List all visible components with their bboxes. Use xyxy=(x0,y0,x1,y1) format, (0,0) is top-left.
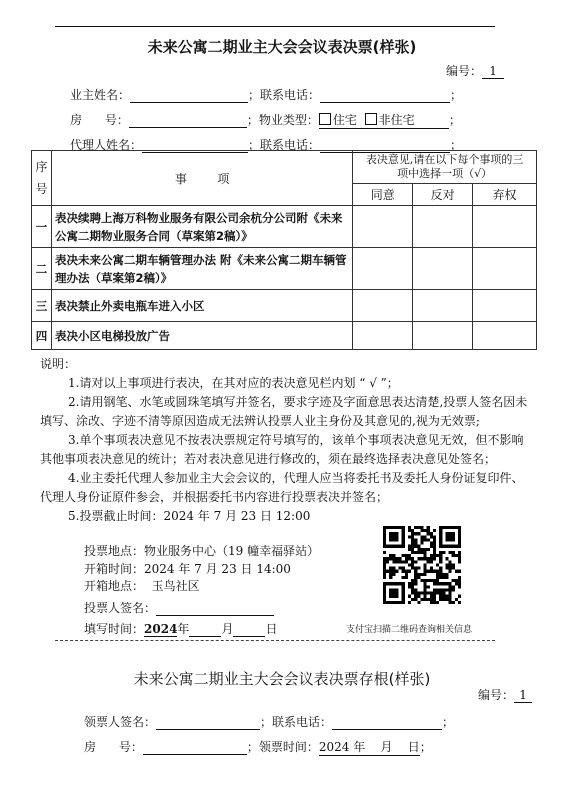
agree-cell[interactable] xyxy=(353,206,413,248)
ballot-title: 未来公寓二期业主大会会议表决票(样张) xyxy=(147,38,417,56)
room-row: 房 号： ；物业类型： 住宅 非住宅 ； xyxy=(70,113,461,127)
col-item-header: 事 项 xyxy=(51,151,352,206)
room-field[interactable] xyxy=(129,113,247,128)
stub-number: 编号： 1 xyxy=(478,686,532,703)
owner-phone-field[interactable] xyxy=(320,88,450,103)
row-no: 二 xyxy=(32,248,52,290)
open-time: 开箱时间：2024 年 7 月 23 日 14:00 xyxy=(84,562,291,576)
stub-title: 未来公寓二期业主大会会议表决票存根(样张) xyxy=(133,670,431,688)
row-no: 四 xyxy=(32,322,52,350)
abstain-header: 弃权 xyxy=(473,184,537,206)
note-1: 1.请对以上事项进行表决，在其对应的表决意见栏内划 “ √ ”； xyxy=(68,376,399,390)
row-no: 三 xyxy=(32,290,52,322)
stub-room-field[interactable] xyxy=(143,740,247,755)
month-field[interactable] xyxy=(189,622,221,637)
owner-name-field[interactable] xyxy=(130,88,248,103)
stub-receiver-row: 领票人签名： ；联系电话： ； xyxy=(84,715,455,729)
note-3: 3.单个事项表决意见不按表决票规定符号填写的，该单个事项表决意见无效，但不影响其他事项表决意见的统计；若对表决意见进行修改的，须在最终选择表决意见处签名； xyxy=(40,433,524,466)
top-rule xyxy=(55,26,495,27)
receiver-field[interactable] xyxy=(156,715,260,730)
notes-heading: 说明： xyxy=(40,357,77,371)
row-item: 表决禁止外卖电瓶车进入小区 xyxy=(51,290,352,322)
day-field[interactable] xyxy=(233,622,265,637)
oppose-cell[interactable] xyxy=(413,206,473,248)
open-location: 开箱地点： 玉鸟社区 xyxy=(84,579,200,593)
col-no-header: 序 号 xyxy=(32,151,52,206)
owner-name-row: 业主姓名： ；联系电话： ； xyxy=(70,88,463,102)
residential-checkbox[interactable] xyxy=(319,113,331,125)
note-5: 5.投票截止时间：2024 年 7 月 23 日 12:00 xyxy=(68,509,311,523)
row-no: 一 xyxy=(32,206,52,248)
note-4: 4.业主委托代理人参加业主大会会议的，代理人应当将委托书及委托人身份证复印件、代理人身份证原件参会，并根据委托书内容进行投票表决并签名； xyxy=(40,471,524,504)
oppose-cell[interactable] xyxy=(413,322,473,350)
stub-room-row: 房 号： ；领票时间：2024 年 月 日； xyxy=(84,740,432,754)
row-item: 表决续聘上海万科物业服务有限公司余杭分公司附《未来公寓二期物业服务合同（草案第2稿）》 xyxy=(51,206,352,248)
vote-table xyxy=(31,150,537,350)
non-residential-checkbox[interactable] xyxy=(365,113,377,125)
receiver-phone-field[interactable] xyxy=(332,715,442,730)
agree-cell[interactable] xyxy=(353,322,413,350)
vote-location: 投票地点：物业服务中心（19 幢幸福驿站） xyxy=(84,544,320,558)
signer-row: 投票人签名： xyxy=(84,599,274,616)
row-item: 表决小区电梯投放广告 xyxy=(51,322,352,350)
abstain-cell[interactable] xyxy=(473,290,537,322)
ballot-number: 编号： 1 xyxy=(446,62,504,79)
fill-time-row: 填写时间：2024年 月 日 xyxy=(84,622,278,636)
note-2: 2.请用钢笔、水笔或圆珠笔填写并签名，要求字迹及字面意思表达清楚,投票人签名因未填写、涂改、字迹不清等原因造成无法辨认投票人业主身份及其意见的,视为无效票; xyxy=(40,395,528,428)
abstain-cell[interactable] xyxy=(473,248,537,290)
cut-line xyxy=(55,640,495,641)
oppose-cell[interactable] xyxy=(413,290,473,322)
abstain-cell[interactable] xyxy=(473,322,537,350)
opinion-header: 表决意见,请在以下每个事项的三项中选择一项（√） xyxy=(353,151,537,184)
abstain-cell[interactable] xyxy=(473,206,537,248)
agent-row: 代理人姓名： ；联系电话： ； xyxy=(70,138,463,152)
notes xyxy=(40,355,530,526)
signer-field[interactable] xyxy=(156,601,274,616)
qr-caption: 支付宝扫描二维码查询相关信息 xyxy=(346,625,473,635)
qr-code[interactable] xyxy=(383,526,461,604)
agree-cell[interactable] xyxy=(353,290,413,322)
oppose-header: 反对 xyxy=(413,184,473,206)
agree-header: 同意 xyxy=(353,184,413,206)
agree-cell[interactable] xyxy=(353,248,413,290)
row-item: 表决未来公寓二期车辆管理办法 附《未来公寓二期车辆管理办法（草案第2稿）》 xyxy=(51,248,352,290)
oppose-cell[interactable] xyxy=(413,248,473,290)
